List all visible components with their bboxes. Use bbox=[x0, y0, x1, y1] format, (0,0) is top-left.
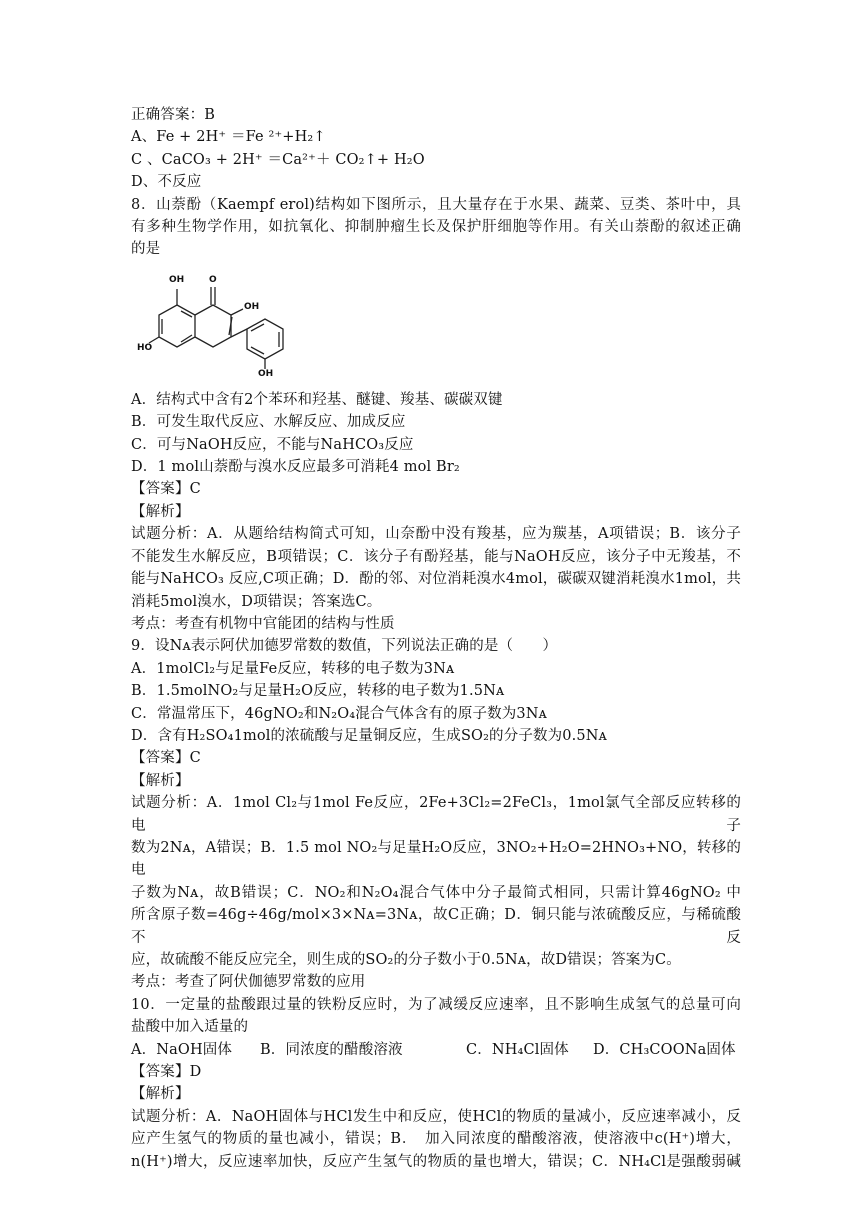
analysis-text: 试题分析：A．1mol Cl₂与1mol Fe反应，2Fe+3Cl₂=2FeCl₃，1mol氯气全部反应转移的电子 bbox=[131, 795, 741, 834]
analysis-text: 试题分析：A．从题给结构简式可知，山奈酚中没有羧基，应为羰基，A项错误；B．该分子 bbox=[131, 526, 741, 543]
analysis-text: 子数为Nᴀ，故B错误；C．NO₂和N₂O₄混合气体中分子最简式相同，只需计算46gNO₂ 中 bbox=[131, 884, 741, 901]
analysis-text: 试题分析：A．NaOH固体与HCl发生中和反应，使HCl的物质的量减小，反应速率减小，反 bbox=[131, 1108, 741, 1125]
question-8-text: 8．山萘酚（Kaempf erol)结构如下图所示，且大量存在于水果、蔬菜、豆类、茶叶中，具 bbox=[131, 196, 741, 213]
oh-label: OH bbox=[258, 368, 274, 379]
option-c: C．可与NaOH反应，不能与NaHCO₃反应 bbox=[131, 436, 414, 453]
option-c: C．NH₄Cl固体 bbox=[466, 1041, 569, 1058]
option-d: D．含有H₂SO₄1mol的浓硫酸与足量铜反应，生成SO₂的分子数为0.5Nᴀ bbox=[131, 727, 607, 744]
analysis-text: 不能发生水解反应，B项错误；C．该分子有酚羟基，能与NaOH反应，该分子中无羧基，不 bbox=[131, 548, 741, 565]
equation-d: D、不反应 bbox=[131, 174, 202, 191]
kaempferol-structure bbox=[137, 265, 307, 383]
equation-c: C 、CaCO₃ + 2H⁺ ＝Ca²⁺＋ CO₂↑+ H₂O bbox=[131, 151, 425, 168]
equation-a: A、Fe + 2H⁺ ＝Fe ²⁺+H₂↑ bbox=[131, 129, 326, 146]
question-9-text: 9．设Nᴀ表示阿伏加德罗常数的数值，下列说法正确的是（ ） bbox=[131, 638, 558, 655]
analysis-text: 消耗5mol溴水，D项错误；答案选C。 bbox=[131, 593, 382, 610]
question-10-text: 10．一定量的盐酸跟过量的铁粉反应时，为了减缓反应速率，且不影响生成氢气的总量可向 bbox=[131, 996, 741, 1013]
analysis-label: 【解析】 bbox=[131, 772, 190, 789]
analysis-text: 应产生氢气的物质的量也减小，错误；B． 加入同浓度的醋酸溶液，使溶液中c(H⁺)增大， bbox=[131, 1131, 741, 1148]
kaempferol-structure-drawing bbox=[137, 265, 307, 383]
knowledge-point: 考点：考查了阿伏伽德罗常数的应用 bbox=[131, 974, 366, 991]
knowledge-point: 考点：考查有机物中官能团的结构与性质 bbox=[131, 615, 395, 632]
question-8-text: 的是 bbox=[131, 241, 161, 258]
analysis-text: 能与NaHCO₃ 反应,C项正确；D．酚的邻、对位消耗溴水4mol，碳碳双键消耗溴水1mol，共 bbox=[131, 571, 741, 588]
document-page bbox=[131, 104, 741, 1173]
answer-line: 正确答案：B bbox=[131, 107, 216, 123]
answer-label: 【答案】D bbox=[131, 1064, 202, 1081]
answer-label: 【答案】C bbox=[131, 750, 201, 767]
option-c: C．常温常压下，46gNO₂和N₂O₄混合气体含有的原子数为3Nᴀ bbox=[131, 705, 547, 722]
option-d: D．CH₃COONa固体 bbox=[593, 1041, 736, 1058]
question-10-options bbox=[131, 1039, 741, 1061]
oh-label: OH bbox=[244, 301, 260, 312]
option-a: A．1molCl₂与足量Fe反应，转移的电子数为3Nᴀ bbox=[131, 660, 455, 677]
question-10-text: 盐酸中加入适量的 bbox=[131, 1019, 249, 1036]
question-8-text: 有多种生物学作用，如抗氧化、抑制肿瘤生长及保护肝细胞等作用。有关山萘酚的叙述正确 bbox=[131, 219, 741, 236]
answer-label: 【答案】C bbox=[131, 481, 201, 498]
option-d: D．1 mol山萘酚与溴水反应最多可消耗4 mol Br₂ bbox=[131, 459, 460, 476]
option-a: A．结构式中含有2个苯环和羟基、醚键、羧基、碳碳双键 bbox=[131, 391, 503, 408]
option-b: B．可发生取代反应、水解反应、加成反应 bbox=[131, 414, 406, 431]
analysis-label: 【解析】 bbox=[131, 1086, 190, 1103]
analysis-text: 所含原子数=46g÷46g/mol×3×Nᴀ=3Nᴀ，故C正确；D．铜只能与浓硫酸反应，与稀硫酸不反 bbox=[131, 907, 741, 946]
option-b: B．1.5molNO₂与足量H₂O反应，转移的电子数为1.5Nᴀ bbox=[131, 683, 505, 700]
analysis-label: 【解析】 bbox=[131, 503, 190, 520]
analysis-text: 数为2Nᴀ，A错误；B．1.5 mol NO₂与足量H₂O反应，3NO₂+H₂O=2HNO₃+NO，转移的电 bbox=[131, 839, 741, 879]
analysis-text: 应，故硫酸不能反应完全，则生成的SO₂的分子数小于0.5Nᴀ，故D错误；答案为C。 bbox=[131, 952, 681, 968]
oh-label: OH bbox=[169, 274, 185, 285]
option-b: B．同浓度的醋酸溶液 bbox=[260, 1041, 403, 1058]
analysis-text: n(H⁺)增大，反应速率加快，反应产生氢气的物质的量也增大，错误；C．NH₄Cl是强酸弱碱 bbox=[131, 1153, 741, 1170]
ho-label: HO bbox=[137, 342, 153, 353]
option-a: A．NaOH固体 bbox=[131, 1041, 233, 1058]
oxygen-label: O bbox=[209, 274, 217, 285]
